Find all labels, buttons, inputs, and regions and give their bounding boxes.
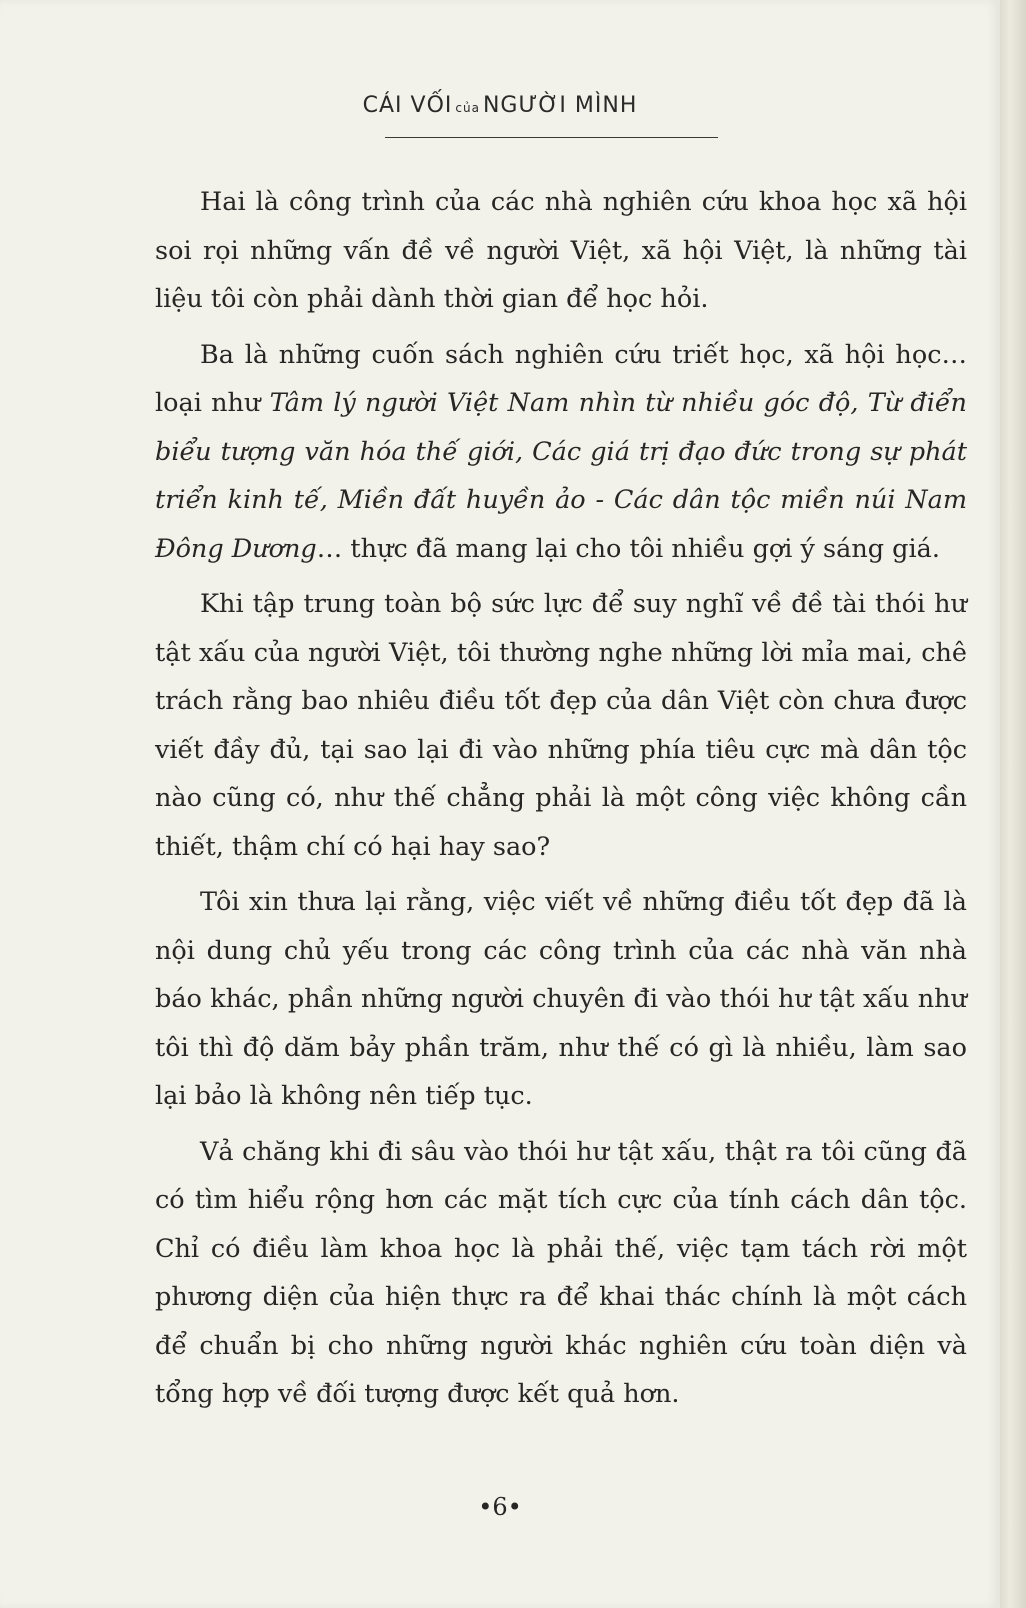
page-number: •6• [478,1493,522,1521]
paragraph-2-lead: Ba là những cuốn sách nghiên cứu triết học, xã hội học… loại như [155,339,967,418]
paragraph-4: Tôi xin thưa lại rằng, việc viết về những điều tốt đẹp đã là nội dung chủ yếu trong các công trình của các nhà văn nhà báo khác, phần những người chuyên đi vào thói hư tật xấu như tôi thì độ dăm bảy phần trăm, như thế có gì là nhiều, làm sao lại bảo là không nên tiếp tục. [155,887,967,1111]
running-head-title-part2: NGƯỜI MÌNH [482,93,638,118]
body-text [155,178,967,1426]
running-head [0,93,1000,118]
running-head-title-part1: CÁI VỐI [362,93,453,118]
running-head-title-connector: của [455,101,480,115]
header-divider [385,137,718,138]
paragraph-1: Hai là công trình của các nhà nghiên cứu khoa học xã hội soi rọi những vấn đề về người Việt, xã hội Việt, là những tài liệu tôi còn phải dành thời gian để học hỏi. [155,187,967,314]
paragraph-2-book-titles: Tâm lý người Việt Nam nhìn từ nhiều góc độ, Từ điển biểu tượng văn hóa thế giới, Các giá trị đạo đức trong sự phát triển kinh tế, Miền đất huyền ảo - Các dân tộc miền núi Nam Đông Dương [155,388,967,564]
paragraph-3: Khi tập trung toàn bộ sức lực để suy nghĩ về đề tài thói hư tật xấu của người Việt, tôi thường nghe những lời mỉa mai, chê trách rằng bao nhiêu điều tốt đẹp của dân Việt còn chưa được viết đầy đủ, tại sao lại đi vào những phía tiêu cực mà dân tộc nào cũng có, như thế chẳng phải là một công việc không cần thiết, thậm chí có hại hay sao? [155,589,967,862]
paragraph-5: Vả chăng khi đi sâu vào thói hư tật xấu, thật ra tôi cũng đã có tìm hiểu rộng hơn các mặt tích cực của tính cách dân tộc. Chỉ có điều làm khoa học là phải thế, việc tạm tách rời một phương diện của hiện thực ra để khai thác chính là một cách để chuẩn bị cho những người khác nghiên cứu toàn diện và tổng hợp về đối tượng được kết quả hơn. [155,1136,967,1409]
paragraph-2-tail: … thực đã mang lại cho tôi nhiều gợi ý sáng giá. [316,533,940,564]
paragraph-2 [155,331,967,574]
page-edge [1000,0,1026,1608]
